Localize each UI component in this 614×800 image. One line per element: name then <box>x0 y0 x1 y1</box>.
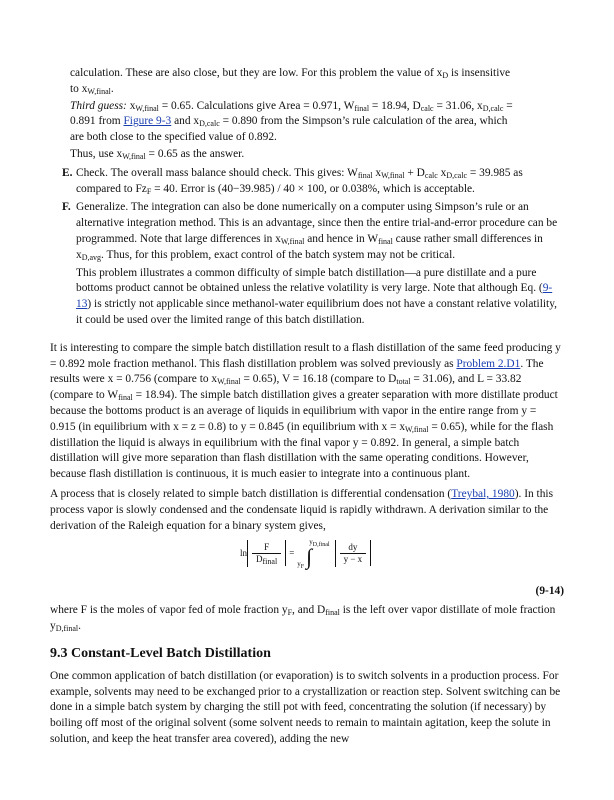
subscript: W,final <box>87 86 111 96</box>
subscript: D <box>442 71 449 80</box>
section-heading: 9.3 Constant-Level Batch Distillation <box>50 645 271 661</box>
text: x <box>126 99 136 112</box>
fraction-f-over-d <box>252 542 281 565</box>
numerator: F <box>264 541 270 552</box>
item-label: E. <box>62 166 73 179</box>
text: Check. The overall mass balance should check. This gives: W <box>76 166 358 179</box>
text: = 31.06), and L = 33.82 (compare to W <box>50 373 522 402</box>
third-guess-label: Third guess: <box>70 99 127 112</box>
equation-body <box>240 538 371 571</box>
text: = 0.65 as the answer. <box>145 147 245 160</box>
text: . Thus, for this problem, exact control of the batch system may not be critical. <box>101 248 456 261</box>
text: Generalize. The integration can also be done numerically on a computer using Simpson’s rule or an alternative integration method. This is an advantage, since then the entire trial-and-error procedure can be programmed. Note that large differences in x <box>76 201 558 245</box>
denominator <box>252 553 281 565</box>
text: 0.891 from <box>70 115 124 128</box>
subscript: F <box>300 564 305 571</box>
text: = 0.65. Calculations give Area = 0.971, W <box>158 99 355 112</box>
text: A process that is closely related to simple batch distillation is differential condensation ( <box>50 487 452 500</box>
subscript: D,avg <box>81 252 102 262</box>
eq-9-13-link[interactable]: 9-13 <box>76 282 553 311</box>
text: to x <box>70 82 88 95</box>
equals-sign: = <box>289 547 295 558</box>
text: = 0.65), V = 16.18 (compare to D <box>240 373 397 386</box>
item-e-text <box>76 166 564 198</box>
text: x <box>437 166 447 179</box>
text: y <box>309 538 313 547</box>
text: = 40. Error is (40−39.985) / 40 × 100, or 0.038%, which is acceptable. <box>151 182 475 195</box>
subscript: W,final <box>135 103 159 113</box>
subscript: F <box>146 186 152 196</box>
thus-line <box>70 147 564 163</box>
flash-comparison-paragraph <box>50 341 564 483</box>
item-e-check <box>62 166 564 198</box>
subscript: final <box>118 393 133 403</box>
ln-symbol: ln <box>240 547 248 558</box>
subscript: F <box>287 608 293 618</box>
subscript: final <box>378 236 393 246</box>
text: This problem illustrates a common difficulty of simple batch distillation—a pure distillate and a pure bottoms product cannot be obtained unless the relative volatility is very large. Note that although Eq. ( <box>76 266 543 295</box>
lower-limit <box>297 560 305 571</box>
left-bracket-group <box>247 540 285 567</box>
subscript: calc <box>420 103 434 113</box>
subscript: final <box>357 170 373 180</box>
text: It is interesting to compare the simple batch distillation result to a flash distillation of the same feed producing y = 0.892 mole fraction methanol. This flash distillation problem was solved previously as <box>50 341 561 370</box>
subscript: W,final <box>217 377 241 387</box>
subscript: D,calc <box>482 103 504 113</box>
subscript: D,calc <box>446 170 467 180</box>
differential-condensation-paragraph <box>50 487 564 534</box>
integral-row <box>297 544 314 571</box>
text: , and D <box>292 604 326 617</box>
equation-number: (9-14) <box>535 585 564 598</box>
subscript: final <box>325 608 340 618</box>
text: x <box>372 166 382 179</box>
text: = <box>503 99 513 112</box>
integrand-group <box>335 540 371 567</box>
text: and x <box>171 115 200 128</box>
text: = 18.94, D <box>369 99 421 112</box>
text: . <box>110 82 114 95</box>
text: D <box>256 553 263 564</box>
text: ) is strictly not applicable since methanol-water equilibrium does not have a constant relative volatility, it could be used over the limited range of this batch distillation. <box>76 298 558 326</box>
subscript: final <box>354 103 370 113</box>
where-paragraph <box>50 603 564 635</box>
right-bracket <box>285 540 286 566</box>
subscript: total <box>396 377 411 387</box>
subscript: final <box>262 556 278 566</box>
subscript: calc <box>424 170 438 180</box>
equation-9-14 <box>50 538 564 582</box>
text: compared to Fz <box>76 182 147 195</box>
fraction-dy-over-y-minus-x <box>340 542 367 565</box>
text: = 0.65), while for the flash distillation the liquid is always in equilibrium with the final vapor y = 0.892. In general, a simple batch distillation will give more separation than flash distillation with the same operating conditions. However, because flash distillation is continuous, it is much easier to integrate into a continuous plant. <box>50 420 554 481</box>
text: where F is the moles of vapor fed of mole fraction y <box>50 604 288 617</box>
problem-2-d1-link[interactable]: Problem 2.D1 <box>456 357 521 370</box>
subscript: D,calc <box>199 119 220 129</box>
figure-9-3-link[interactable]: Figure 9-3 <box>123 115 172 128</box>
integral-sign: ∫ <box>306 544 313 570</box>
text: y <box>297 560 301 569</box>
treybal-1980-link[interactable]: Treybal, 1980 <box>451 487 515 500</box>
text: cause rather small differences in x <box>76 232 543 261</box>
text: is insensitive <box>448 67 511 79</box>
text: + D <box>404 166 425 179</box>
right-bracket <box>370 540 371 566</box>
subscript: D,final <box>55 623 79 633</box>
section-body-paragraph: One common application of batch distillation (or evaporation) is to switch solvents in a production process. For example, solvents may need to be exchanged prior to a crystallization or reaction step. Solvent switching can be done in a simple batch system by charging the still pot with feed, concentrating the solution (if necessary) by boiling off most of the original solvent (some solvent needs to remain to maintain agitation, keep the solute in solution, and keep the heat transfer area covered), adding the new <box>50 669 561 745</box>
text: and hence in W <box>304 232 379 245</box>
text: ). In this process vapor is slowly condensed and the condensate liquid is rapidly withdrawn. A derivation similar to the derivation of the Raleigh equation for a binary system gives, <box>50 487 554 532</box>
subscript: W,final <box>280 236 305 246</box>
text: = 18.94). The simple batch distillation gives a greater separation with more distillate product because the bottoms product is an average of liquids in equilibrium with vapor in the entire range from y = 0.915 (in equilibrium with x = z = 0.8) to y = 0.845 (in equilibrium with x = x <box>50 389 558 433</box>
text: = 31.06, x <box>433 99 483 112</box>
continuation-paragraph <box>70 66 564 98</box>
text: = 39.985 as <box>467 166 523 179</box>
third-guess-paragraph <box>70 99 564 146</box>
integral-limits <box>297 538 330 571</box>
subscript: W,final <box>122 151 146 161</box>
text: Thus, use x <box>70 147 123 160</box>
text: . <box>78 619 81 632</box>
numerator: dy <box>348 541 358 552</box>
denominator: y − x <box>340 553 367 565</box>
subscript: D,final <box>312 542 330 549</box>
item-f-text <box>76 200 564 263</box>
subscript: W,final <box>405 424 429 434</box>
text: . The results were x = 0.756 (compare to x <box>50 357 544 386</box>
item-f-paragraph-2 <box>76 266 564 329</box>
text: calculation. These are also close, but they are low. For this problem the value of x <box>70 67 443 79</box>
text: = 0.890 from the Simpson’s rule calculation of the area, which <box>219 115 508 128</box>
text: is the left over vapor distillate of mole fraction y <box>50 604 556 632</box>
item-f-generalize <box>62 200 564 328</box>
upper-limit <box>309 538 330 549</box>
text: are both close to the specified value of 0.892. <box>70 131 277 144</box>
item-label: F. <box>62 201 71 214</box>
subscript: W,final <box>381 170 405 180</box>
